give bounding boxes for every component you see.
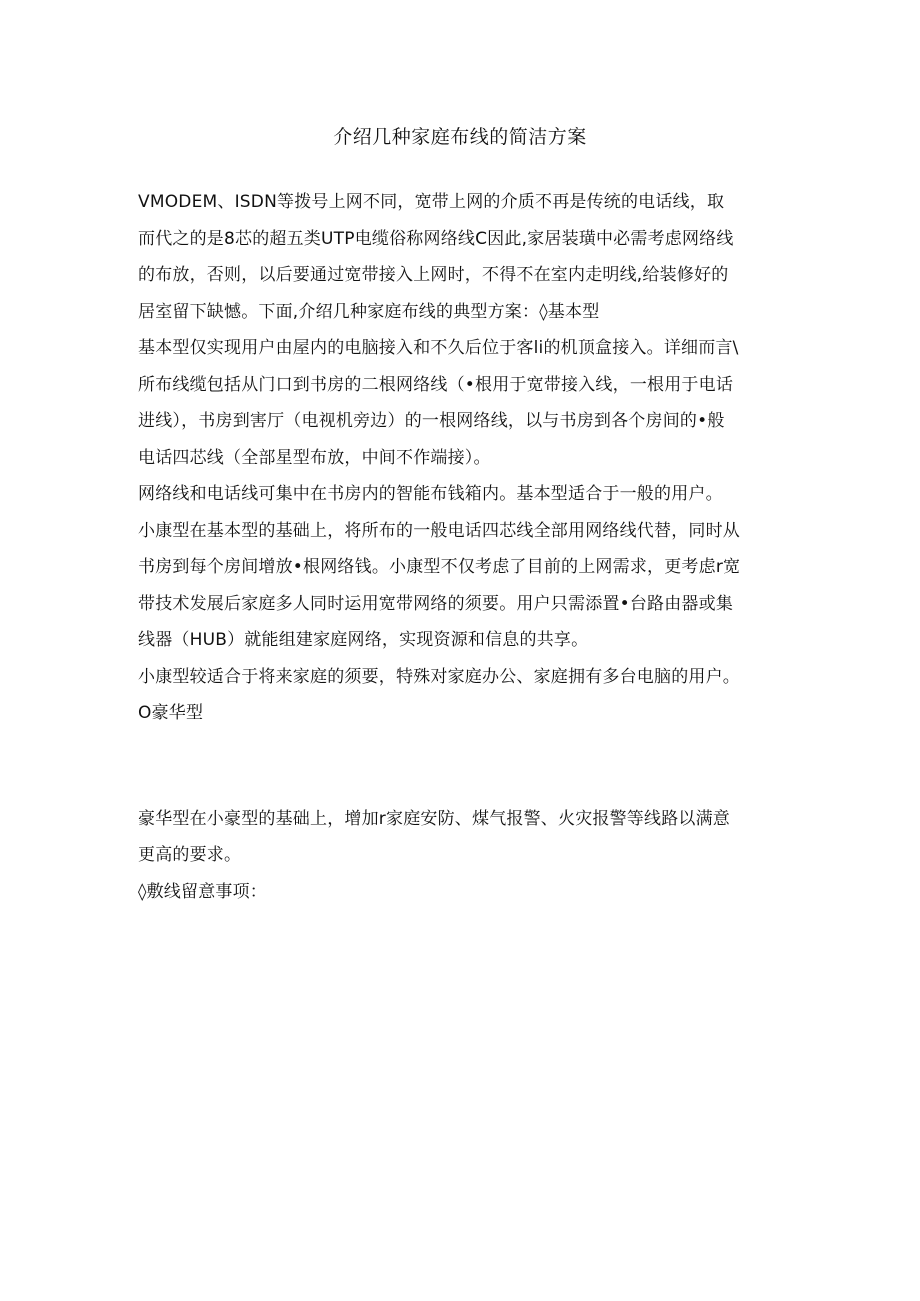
text-line-2: 而代之的是8芯的超五类UTP电缆俗称网络线C因此,家居装璜中必需考虑网络线 <box>138 228 734 249</box>
text-line-5: 基本型仅实现用户由屋内的电脑接入和不久后位于客li的机顶盒接入。详细而言\ <box>138 338 739 358</box>
text-line-12: 带技术发展后家庭多人同时运用宽带网络的须要。用户只需添置•台路由器或集 <box>138 593 734 614</box>
text-line-9: 网络线和电话线可集中在书房内的智能布钱箱内。基本型适合于一般的用户。 <box>138 484 723 504</box>
text-line-16: 豪华型在小豪型的基础上，增加r家庭安防、煤气报警、火灾报警等线路以满意 <box>138 808 730 829</box>
document-title: 介绍几种家庭布线的简洁方案 <box>333 126 587 148</box>
text-line-7: 进线），书房到害厅（电视机旁边）的一根网络线，以与书房到各个房间的•般 <box>138 411 725 431</box>
text-line-14: 小康型较适合于将来家庭的须要，特殊对家庭办公、家庭拥有多台电脑的用户。 <box>138 666 740 687</box>
section-heading-notes: ◊敷线留意事项： <box>138 881 268 902</box>
text-line-1: VMODEM、ISDN等拨号上网不同，宽带上网的介质不再是传统的电话线，取 <box>138 192 725 212</box>
text-line-8: 电话四芯线（全部星型布放，中间不作端接）。 <box>138 447 491 468</box>
section-spacer <box>138 732 788 801</box>
document-body <box>138 184 788 910</box>
text-line-13: 线器（HUB）就能组建家庭网络，实现资源和信息的共享。 <box>138 630 589 650</box>
text-line-4: 居室留下缺憾。下面,介绍几种家庭布线的典型方案：◊基本型 <box>138 301 600 322</box>
text-line-6: 所布线缆包括从门口到书房的二根网络线（•根用于宽带接入线，一根用于电话 <box>138 374 734 395</box>
text-line-11: 书房到每个房间增放•根网络钱。小康型不仅考虑了目前的上网需求，更考虑r宽 <box>138 557 741 577</box>
text-line-3: 的布放，否则，以后要通过宽带接入上网时，不得不在室内走明线,给装修好的 <box>138 265 729 285</box>
text-line-17: 更高的要求。 <box>138 845 242 865</box>
section-heading-luxury: O豪华型 <box>138 703 204 723</box>
text-line-10: 小康型在基本型的基础上，将所布的一般电话四芯线全部用网络线代替，同时从 <box>138 520 740 541</box>
